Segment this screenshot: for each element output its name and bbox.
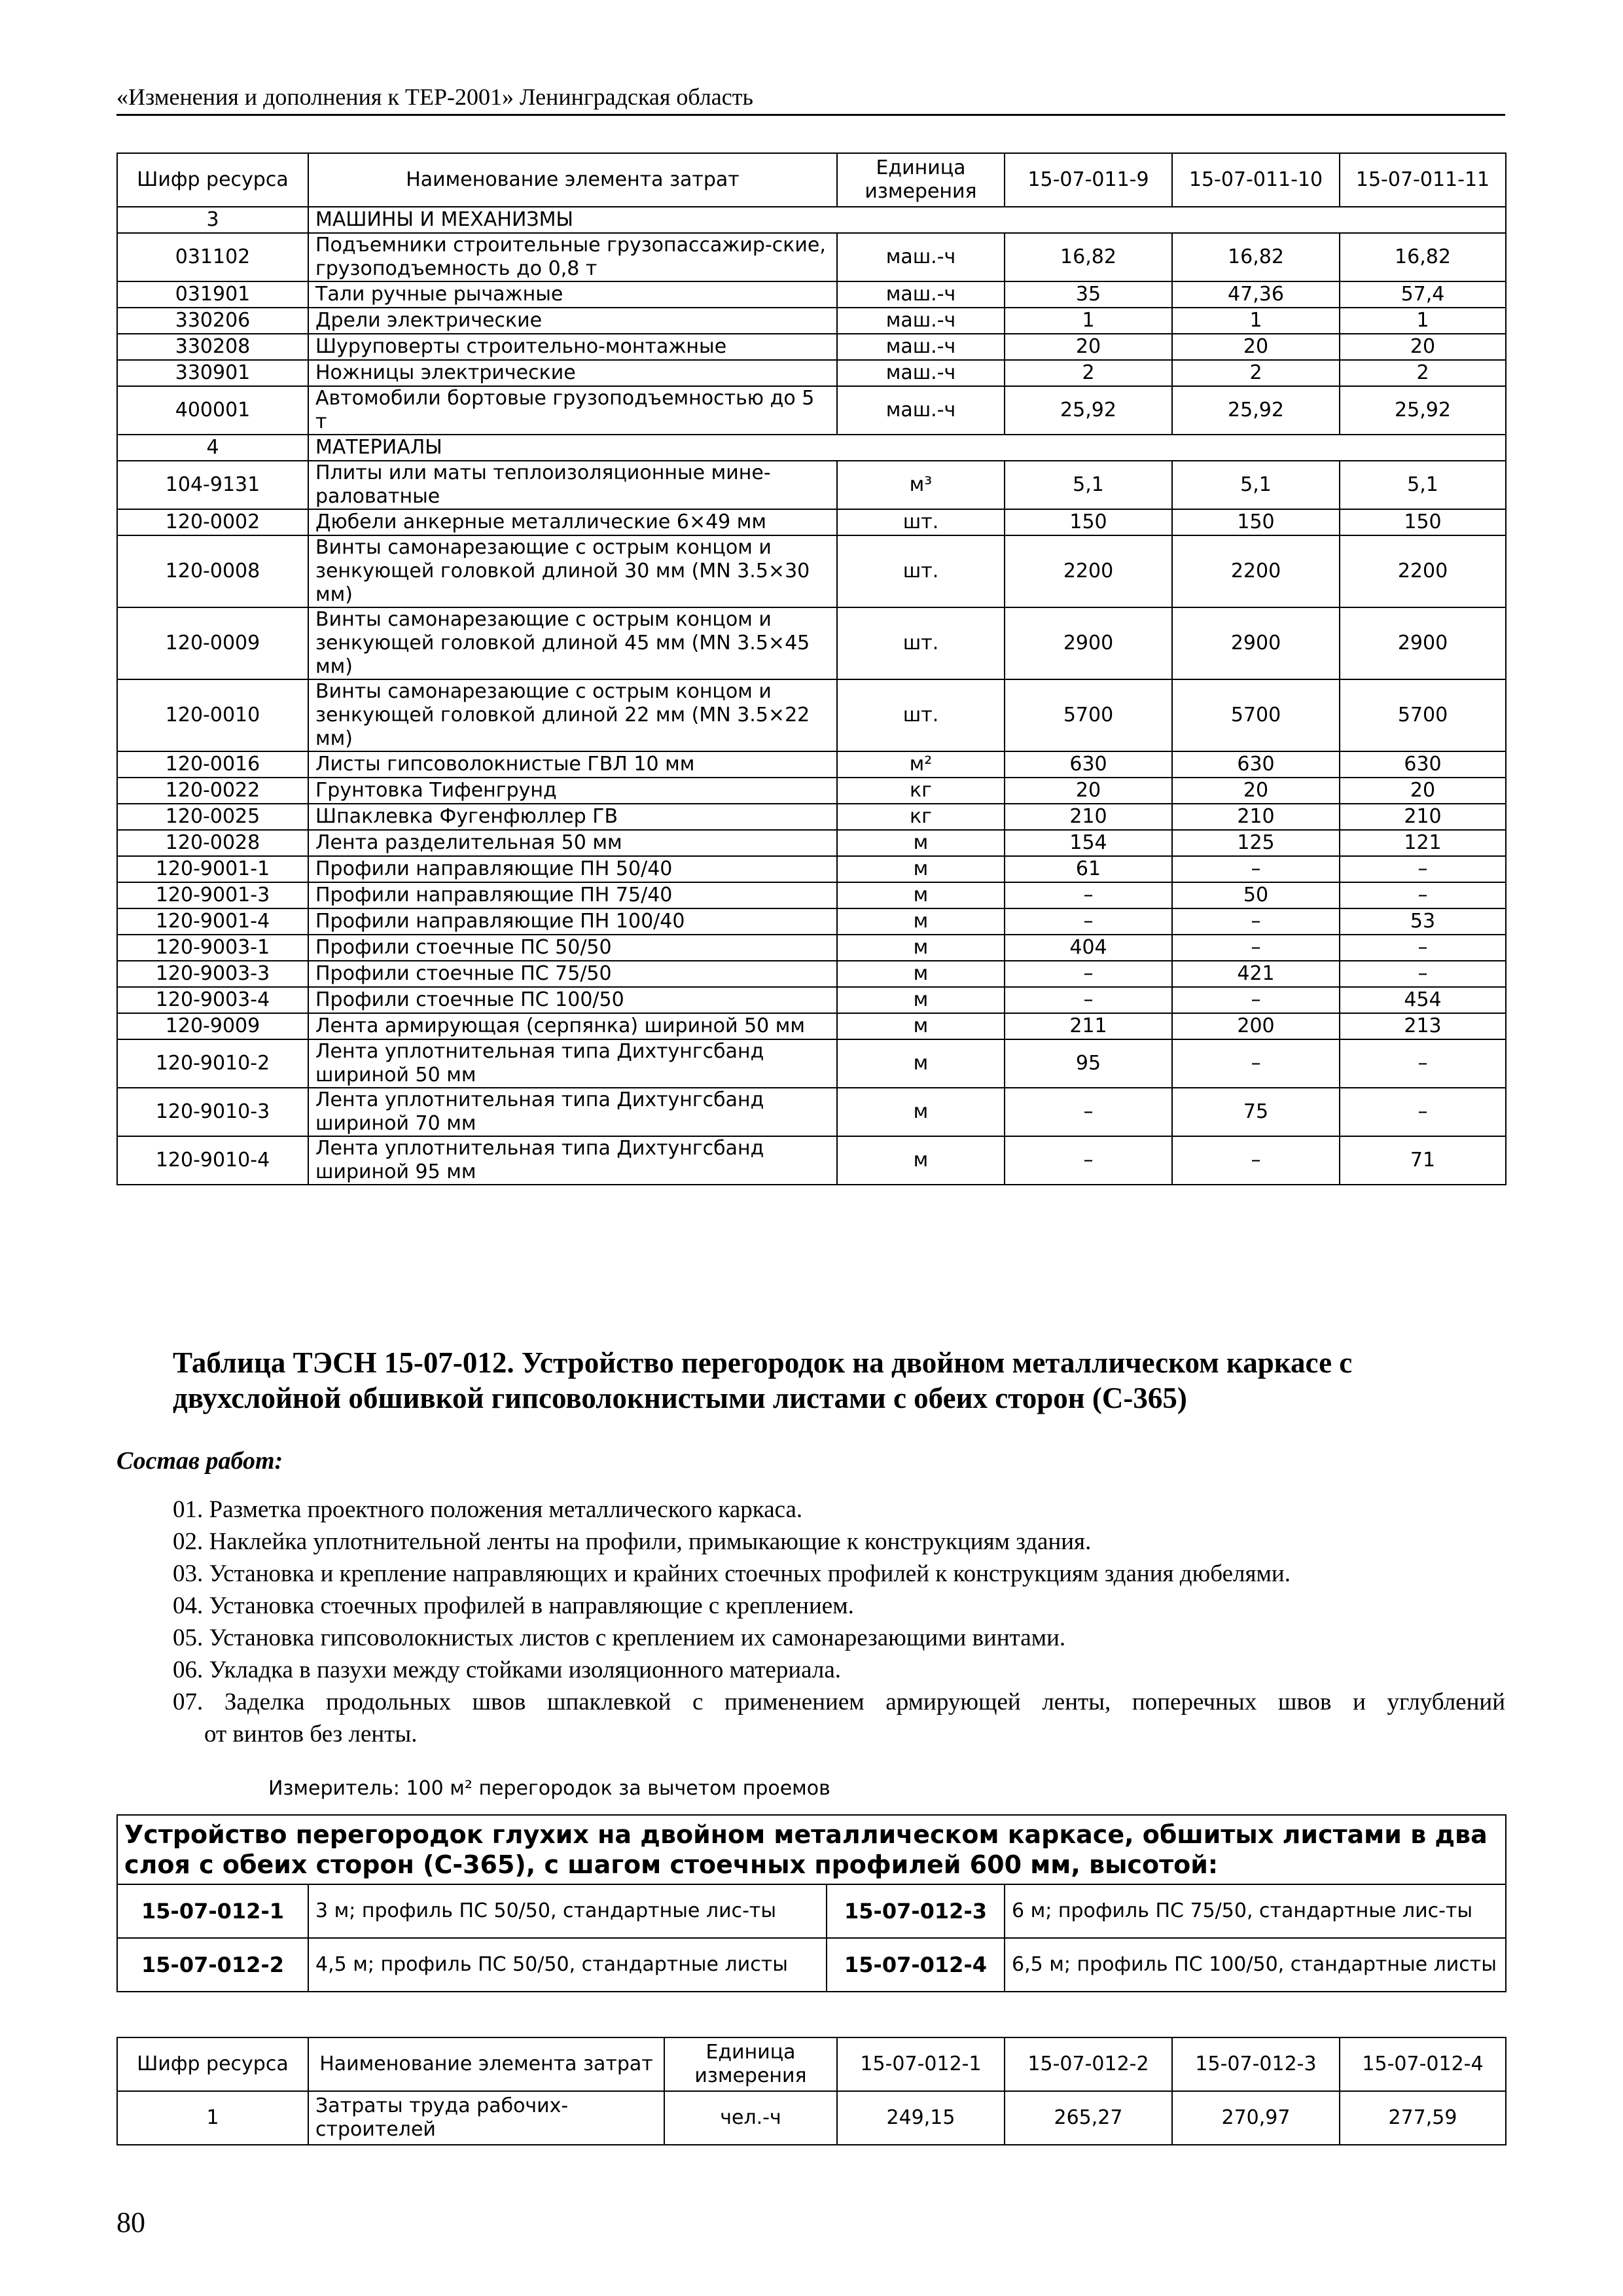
cell-v2: 47,36	[1172, 281, 1340, 308]
section-code: 4	[117, 435, 308, 461]
table-row	[117, 308, 1506, 334]
cell-unit: чел.-ч	[664, 2091, 837, 2145]
cell-code: 120-9001-3	[117, 882, 308, 908]
cell-name: Листы гипсоволокнистые ГВЛ 10 мм	[308, 751, 837, 778]
table-row	[117, 961, 1506, 987]
cell-unit: м	[837, 935, 1005, 961]
cell-name: Профили направляющие ПН 100/40	[308, 908, 837, 935]
cell-v3: 5,1	[1340, 461, 1506, 509]
cell-v1: 630	[1005, 751, 1172, 778]
cell-name: Шуруповерты строительно-монтажные	[308, 334, 837, 360]
cell-v3: 2900	[1340, 607, 1506, 679]
cell-code: 031102	[117, 233, 308, 281]
cell-unit: м³	[837, 461, 1005, 509]
cell-code: 031901	[117, 281, 308, 308]
cell-name: Подъемники строительные грузопассажир-ские, грузоподъемность до 0,8 т	[308, 233, 837, 281]
table-row	[117, 281, 1506, 308]
cell-name: Шпаклевка Фугенфюллер ГВ	[308, 804, 837, 830]
cell-code: 120-9010-4	[117, 1136, 308, 1185]
cell-v3: 16,82	[1340, 233, 1506, 281]
cell-name: Лента уплотнительная типа Дихтунгсбанд шириной 50 мм	[308, 1039, 837, 1088]
cell-code: 120-0016	[117, 751, 308, 778]
cell-name: Лента уплотнительная типа Дихтунгсбанд шириной 95 мм	[308, 1136, 837, 1185]
cell-v2: 2200	[1172, 535, 1340, 607]
cell-v3: 1	[1340, 308, 1506, 334]
section-title: МАШИНЫ И МЕХАНИЗМЫ	[308, 207, 1506, 233]
cell-v1: 20	[1005, 778, 1172, 804]
cell-name: Профили стоечные ПС 100/50	[308, 987, 837, 1013]
cell-unit: м	[837, 1088, 1005, 1136]
table-header-row	[117, 2037, 1506, 2091]
cell-name: Винты самонарезающие с острым концом и зенкующей головкой длиной 30 мм (MN 3.5×30 мм)	[308, 535, 837, 607]
cell-v1: –	[1005, 1088, 1172, 1136]
cell-unit: маш.-ч	[837, 360, 1005, 386]
works-list	[173, 1494, 1505, 1750]
cell-name: Затраты труда рабочих-строителей	[308, 2091, 664, 2145]
cell-v3: 25,92	[1340, 386, 1506, 435]
cell-unit: шт.	[837, 679, 1005, 751]
col-header-unit: Единица измерения	[837, 153, 1005, 207]
cell-code: 400001	[117, 386, 308, 435]
cell-v1: 5,1	[1005, 461, 1172, 509]
cell-v1: 20	[1005, 334, 1172, 360]
cell-code: 120-9001-1	[117, 856, 308, 882]
cell-name: Дрели электрические	[308, 308, 837, 334]
works-label: Состав работ:	[116, 1447, 283, 1475]
cell-v1: 154	[1005, 830, 1172, 856]
table-row	[117, 987, 1506, 1013]
cell-code: 330208	[117, 334, 308, 360]
cell-name: Автомобили бортовые грузоподъемностью до 5 т	[308, 386, 837, 435]
cell-v2: –	[1172, 935, 1340, 961]
section-title: МАТЕРИАЛЫ	[308, 435, 1506, 461]
cell-code: 104-9131	[117, 461, 308, 509]
section-code: 3	[117, 207, 308, 233]
cell-v2: –	[1172, 1136, 1340, 1185]
cell-v2: 200	[1172, 1013, 1340, 1039]
table-row	[117, 882, 1506, 908]
work-item: 06. Укладка в пазухи между стойками изоляционного материала.	[173, 1657, 842, 1683]
machines-rows	[117, 233, 1506, 435]
header-text: «Изменения и дополнения к ТЕР-2001» Ленинградская область	[116, 84, 753, 110]
cell-unit: маш.-ч	[837, 386, 1005, 435]
cell-unit: маш.-ч	[837, 233, 1005, 281]
norms-table	[116, 1814, 1507, 1992]
cell-code: 120-9010-3	[117, 1088, 308, 1136]
cell-v3: 20	[1340, 778, 1506, 804]
cell-name: Дюбели анкерные металлические 6×49 мм	[308, 509, 837, 535]
work-item: 01. Разметка проектного положения металлического каркаса.	[173, 1496, 803, 1523]
cell-v1: –	[1005, 1136, 1172, 1185]
table-row	[117, 1088, 1506, 1136]
table-row	[117, 751, 1506, 778]
cell-code: 120-0002	[117, 509, 308, 535]
col-header-code: Шифр ресурса	[117, 153, 308, 207]
cell-code: 120-0028	[117, 830, 308, 856]
cell-v3: 2200	[1340, 535, 1506, 607]
cell-code: 120-9003-1	[117, 935, 308, 961]
cell-v1: 16,82	[1005, 233, 1172, 281]
cell-v1: 25,92	[1005, 386, 1172, 435]
cell-v1: 61	[1005, 856, 1172, 882]
cell-unit: м²	[837, 751, 1005, 778]
col-header-v3: 15-07-012-3	[1172, 2037, 1340, 2091]
table-row	[117, 935, 1506, 961]
norm-desc: 6,5 м; профиль ПС 100/50, стандартные листы	[1005, 1938, 1506, 1992]
table-row	[117, 856, 1506, 882]
col-header-v3: 15-07-011-11	[1340, 153, 1506, 207]
work-item-continuation: от винтов без ленты.	[204, 1721, 418, 1748]
cell-code: 120-0009	[117, 607, 308, 679]
cell-code: 120-9001-4	[117, 908, 308, 935]
cell-unit: маш.-ч	[837, 308, 1005, 334]
norm-desc: 6 м; профиль ПС 75/50, стандартные лис-ты	[1005, 1884, 1506, 1938]
cell-v3: 150	[1340, 509, 1506, 535]
cell-v1: –	[1005, 961, 1172, 987]
cell-v3: 20	[1340, 334, 1506, 360]
cell-unit: маш.-ч	[837, 281, 1005, 308]
cell-v3: 2	[1340, 360, 1506, 386]
cell-v3: 5700	[1340, 679, 1506, 751]
cell-v2: 50	[1172, 882, 1340, 908]
cell-name: Лента разделительная 50 мм	[308, 830, 837, 856]
cell-unit: м	[837, 1136, 1005, 1185]
cell-v1: 95	[1005, 1039, 1172, 1088]
cell-v2: 421	[1172, 961, 1340, 987]
cell-name: Профили направляющие ПН 75/40	[308, 882, 837, 908]
cell-unit: кг	[837, 778, 1005, 804]
cell-unit: кг	[837, 804, 1005, 830]
col-header-v2: 15-07-012-2	[1005, 2037, 1172, 2091]
cell-code: 330901	[117, 360, 308, 386]
table-row	[117, 908, 1506, 935]
cell-v3: 57,4	[1340, 281, 1506, 308]
cell-v1: 211	[1005, 1013, 1172, 1039]
cell-v2: 20	[1172, 334, 1340, 360]
work-item: 03. Установка и крепление направляющих и крайних стоечных профилей к конструкциям здания дюбелями.	[173, 1560, 1291, 1587]
cell-v3: –	[1340, 935, 1506, 961]
cell-name: Грунтовка Тифенгрунд	[308, 778, 837, 804]
cell-code: 120-9010-2	[117, 1039, 308, 1088]
cell-v2: –	[1172, 987, 1340, 1013]
table-header-row	[117, 153, 1506, 207]
cell-v2: 630	[1172, 751, 1340, 778]
norm-code: 15-07-012-2	[117, 1938, 308, 1992]
norm-code: 15-07-012-4	[827, 1938, 1005, 1992]
cell-name: Плиты или маты теплоизоляционные мине-раловатные	[308, 461, 837, 509]
table-row	[117, 233, 1506, 281]
cell-v2: 75	[1172, 1088, 1340, 1136]
cell-name: Лента армирующая (серпянка) шириной 50 мм	[308, 1013, 837, 1039]
cell-code: 120-9009	[117, 1013, 308, 1039]
col-header-v1: 15-07-011-9	[1005, 153, 1172, 207]
cell-code: 120-9003-4	[117, 987, 308, 1013]
page-number: 80	[116, 2206, 145, 2238]
materials-rows	[117, 461, 1506, 1185]
cell-unit: шт.	[837, 607, 1005, 679]
table-row	[117, 1013, 1506, 1039]
cell-v2: 5,1	[1172, 461, 1340, 509]
norms-heading: Устройство перегородок глухих на двойном металлическом каркасе, обшитых листами в два слоя с обеих сторон (С-365), с шагом стоечных профилей 600 мм, высотой:	[117, 1815, 1506, 1884]
cell-name: Винты самонарезающие с острым концом и зенкующей головкой длиной 45 мм (MN 3.5×45 мм)	[308, 607, 837, 679]
cell-v3: 121	[1340, 830, 1506, 856]
cell-v4: 277,59	[1340, 2091, 1506, 2145]
cell-v3: 213	[1340, 1013, 1506, 1039]
table-row	[117, 2091, 1506, 2145]
cell-unit: м	[837, 908, 1005, 935]
cell-v3: 210	[1340, 804, 1506, 830]
cell-v2: 210	[1172, 804, 1340, 830]
cell-unit: м	[837, 987, 1005, 1013]
cell-code: 120-0008	[117, 535, 308, 607]
col-header-v2: 15-07-011-10	[1172, 153, 1340, 207]
cell-code: 120-9003-3	[117, 961, 308, 987]
table-row	[117, 778, 1506, 804]
cell-v1: 2900	[1005, 607, 1172, 679]
cell-v1: 5700	[1005, 679, 1172, 751]
cell-v3: 270,97	[1172, 2091, 1340, 2145]
norm-code: 15-07-012-1	[117, 1884, 308, 1938]
cell-v2: 150	[1172, 509, 1340, 535]
cell-name: Винты самонарезающие с острым концом и зенкующей головкой длиной 22 мм (MN 3.5×22 мм)	[308, 679, 837, 751]
cell-name: Лента уплотнительная типа Дихтунгсбанд шириной 70 мм	[308, 1088, 837, 1136]
page-header	[116, 82, 1505, 116]
cell-unit: м	[837, 830, 1005, 856]
table-row	[117, 461, 1506, 509]
cell-unit: м	[837, 961, 1005, 987]
cell-v1: 210	[1005, 804, 1172, 830]
cell-name: Ножницы электрические	[308, 360, 837, 386]
cell-v2: –	[1172, 856, 1340, 882]
cell-code: 120-0010	[117, 679, 308, 751]
work-item: 02. Наклейка уплотнительной ленты на профили, примыкающие к конструкциям здания.	[173, 1528, 1092, 1555]
resources-table-011	[116, 152, 1507, 1185]
work-item: 07. Заделка продольных швов шпаклевкой с применением армирующей ленты, поперечных швов и углублений	[173, 1689, 1505, 1715]
table-row	[117, 386, 1506, 435]
section-row	[117, 207, 1506, 233]
cell-v2: 1	[1172, 308, 1340, 334]
measure-note: Измеритель: 100 м² перегородок за вычетом проемов	[268, 1777, 830, 1800]
col-header-code: Шифр ресурса	[117, 2037, 308, 2091]
cell-v2: 5700	[1172, 679, 1340, 751]
cell-v2: 2	[1172, 360, 1340, 386]
cell-v1: –	[1005, 987, 1172, 1013]
cell-code: 120-0022	[117, 778, 308, 804]
col-header-name: Наименование элемента затрат	[308, 153, 837, 207]
cell-unit: м	[837, 1039, 1005, 1088]
cell-v3: –	[1340, 1039, 1506, 1088]
cell-v3: 71	[1340, 1136, 1506, 1185]
table-row	[117, 679, 1506, 751]
section-row	[117, 435, 1506, 461]
cell-unit: м	[837, 856, 1005, 882]
table-row	[117, 509, 1506, 535]
table-row	[117, 1039, 1506, 1088]
cell-unit: шт.	[837, 535, 1005, 607]
cell-v3: 454	[1340, 987, 1506, 1013]
cell-v1: 1	[1005, 308, 1172, 334]
cell-v2: 125	[1172, 830, 1340, 856]
cell-unit: м	[837, 882, 1005, 908]
resources-table-012	[116, 2037, 1507, 2145]
norms-row	[117, 1884, 1506, 1938]
cell-unit: шт.	[837, 509, 1005, 535]
cell-v2: –	[1172, 1039, 1340, 1088]
cell-v1: –	[1005, 882, 1172, 908]
cell-v1: 35	[1005, 281, 1172, 308]
norm-code: 15-07-012-3	[827, 1884, 1005, 1938]
cell-v1: 249,15	[837, 2091, 1005, 2145]
cell-name: Профили направляющие ПН 50/40	[308, 856, 837, 882]
cell-v1: 150	[1005, 509, 1172, 535]
table-row	[117, 830, 1506, 856]
cell-v1: 2200	[1005, 535, 1172, 607]
cell-v1: 2	[1005, 360, 1172, 386]
table-row	[117, 1136, 1506, 1185]
table-row	[117, 360, 1506, 386]
cell-v2: 16,82	[1172, 233, 1340, 281]
cell-name: Профили стоечные ПС 75/50	[308, 961, 837, 987]
col-header-name: Наименование элемента затрат	[308, 2037, 664, 2091]
cell-v2: 25,92	[1172, 386, 1340, 435]
cell-v3: 53	[1340, 908, 1506, 935]
table-row	[117, 334, 1506, 360]
table-title: Таблица ТЭСН 15-07-012. Устройство перегородок на двойном металлическом каркасе с двухслойной обшивкой гипсоволокнистыми листами с обеих сторон (С-365)	[173, 1346, 1353, 1414]
table-row	[117, 804, 1506, 830]
cell-name: Тали ручные рычажные	[308, 281, 837, 308]
cell-v3: 630	[1340, 751, 1506, 778]
work-item: 05. Установка гипсоволокнистых листов с креплением их самонарезающими винтами.	[173, 1624, 1066, 1651]
cell-v3: –	[1340, 961, 1506, 987]
cell-name: Профили стоечные ПС 50/50	[308, 935, 837, 961]
work-item: 04. Установка стоечных профилей в направляющие с креплением.	[173, 1592, 854, 1619]
cell-v2: 2900	[1172, 607, 1340, 679]
col-header-v1: 15-07-012-1	[837, 2037, 1005, 2091]
cell-v3: –	[1340, 1088, 1506, 1136]
table-row	[117, 607, 1506, 679]
cell-v1: –	[1005, 908, 1172, 935]
cell-v2: 20	[1172, 778, 1340, 804]
cell-code: 1	[117, 2091, 308, 2145]
col-header-unit: Единица измерения	[664, 2037, 837, 2091]
cell-unit: м	[837, 1013, 1005, 1039]
cell-v3: –	[1340, 882, 1506, 908]
norm-desc: 4,5 м; профиль ПС 50/50, стандартные листы	[308, 1938, 827, 1992]
norms-heading-row	[117, 1815, 1506, 1884]
cell-unit: маш.-ч	[837, 334, 1005, 360]
cell-v2: –	[1172, 908, 1340, 935]
cell-code: 120-0025	[117, 804, 308, 830]
cell-v2: 265,27	[1005, 2091, 1172, 2145]
norms-row	[117, 1938, 1506, 1992]
cell-code: 330206	[117, 308, 308, 334]
cell-v3: –	[1340, 856, 1506, 882]
cell-v1: 404	[1005, 935, 1172, 961]
col-header-v4: 15-07-012-4	[1340, 2037, 1506, 2091]
norm-desc: 3 м; профиль ПС 50/50, стандартные лис-ты	[308, 1884, 827, 1938]
table-row	[117, 535, 1506, 607]
